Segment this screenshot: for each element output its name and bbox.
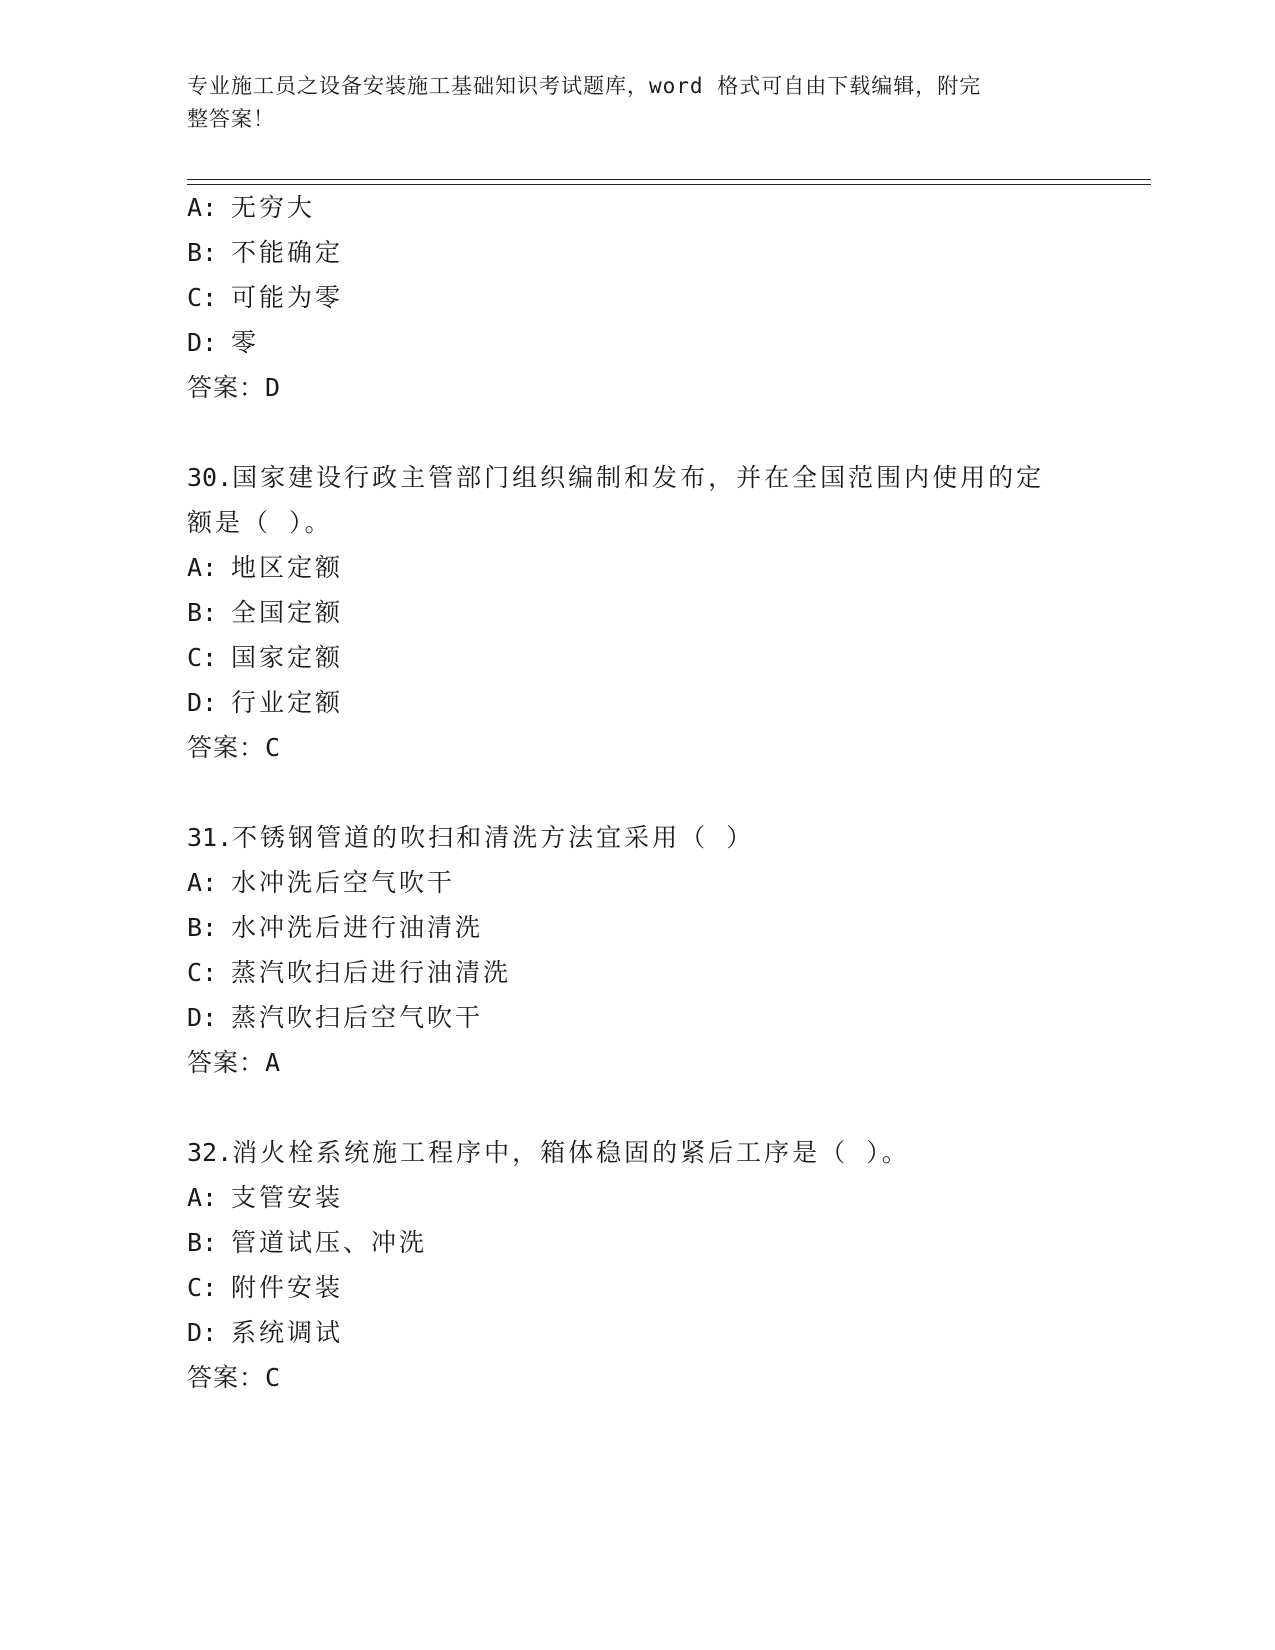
document-header bbox=[187, 70, 1087, 136]
question-text: 消火栓系统施工程序中，箱体稳固的紧后工序是（ ）。 bbox=[232, 1138, 910, 1167]
answer-label: 答案： bbox=[187, 1048, 266, 1077]
option-text: 管道试压、冲洗 bbox=[231, 1228, 428, 1257]
answer-label: 答案： bbox=[187, 733, 266, 762]
q30-option-c bbox=[187, 642, 343, 674]
question-30-text-1 bbox=[187, 462, 1044, 494]
option-text: 蒸汽吹扫后进行油清洗 bbox=[231, 958, 512, 987]
option-key: A: bbox=[187, 1183, 218, 1212]
question-number: 31. bbox=[187, 823, 233, 852]
option-text: 蒸汽吹扫后空气吹干 bbox=[231, 1003, 484, 1032]
q30-answer bbox=[187, 732, 281, 764]
header-divider-top bbox=[187, 179, 1151, 180]
answer-value: C bbox=[265, 1363, 282, 1392]
option-key: C: bbox=[187, 643, 218, 672]
q32-option-a bbox=[187, 1182, 343, 1214]
option-text: 水冲洗后空气吹干 bbox=[231, 868, 456, 897]
prev-option-c bbox=[187, 282, 343, 314]
answer-value: C bbox=[265, 733, 282, 762]
prev-option-a bbox=[187, 192, 315, 224]
option-text: 国家定额 bbox=[231, 643, 344, 672]
option-key: B: bbox=[187, 598, 218, 627]
option-key: D: bbox=[187, 1318, 218, 1347]
option-key: D: bbox=[187, 688, 218, 717]
q32-answer bbox=[187, 1362, 281, 1394]
prev-option-b bbox=[187, 237, 343, 269]
q32-option-d bbox=[187, 1317, 343, 1349]
option-key: C: bbox=[187, 1273, 218, 1302]
option-text: 支管安装 bbox=[231, 1183, 344, 1212]
header-line-1: 专业施工员之设备安装施工基础知识考试题库，word 格式可自由下载编辑，附完 bbox=[187, 74, 982, 98]
q30-option-d bbox=[187, 687, 343, 719]
option-key: C: bbox=[187, 958, 218, 987]
q32-option-c bbox=[187, 1272, 343, 1304]
option-key: A: bbox=[187, 868, 218, 897]
q32-option-b bbox=[187, 1227, 427, 1259]
question-number: 30. bbox=[187, 463, 233, 492]
answer-label: 答案： bbox=[187, 373, 266, 402]
option-text: 附件安装 bbox=[231, 1273, 344, 1302]
prev-option-d bbox=[187, 327, 259, 359]
option-text: 水冲洗后进行油清洗 bbox=[231, 913, 484, 942]
header-line-2: 整答案！ bbox=[187, 107, 275, 131]
option-text: 可能为零 bbox=[231, 283, 344, 312]
question-30-text-2: 额是（ ）。 bbox=[187, 508, 333, 537]
question-text: 不锈钢管道的吹扫和清洗方法宜采用（ ） bbox=[232, 823, 755, 852]
option-key: A: bbox=[187, 193, 218, 222]
q30-option-a bbox=[187, 552, 343, 584]
question-text: 国家建设行政主管部门组织编制和发布，并在全国范围内使用的定 bbox=[232, 463, 1045, 492]
option-key: C: bbox=[187, 283, 218, 312]
option-text: 行业定额 bbox=[231, 688, 344, 717]
option-text: 不能确定 bbox=[231, 238, 344, 267]
q30-option-b bbox=[187, 597, 343, 629]
option-key: B: bbox=[187, 1228, 218, 1257]
option-key: A: bbox=[187, 553, 218, 582]
option-key: D: bbox=[187, 1003, 218, 1032]
option-text: 零 bbox=[231, 328, 260, 357]
option-key: D: bbox=[187, 328, 218, 357]
question-32-text-1 bbox=[187, 1137, 910, 1169]
q31-option-c bbox=[187, 957, 511, 989]
q31-option-b bbox=[187, 912, 483, 944]
option-text: 全国定额 bbox=[231, 598, 344, 627]
answer-label: 答案： bbox=[187, 1363, 266, 1392]
q31-option-d bbox=[187, 1002, 483, 1034]
option-key: B: bbox=[187, 913, 218, 942]
answer-value: A bbox=[265, 1048, 282, 1077]
question-number: 32. bbox=[187, 1138, 233, 1167]
option-text: 地区定额 bbox=[231, 553, 344, 582]
answer-value: D bbox=[265, 373, 282, 402]
q31-answer bbox=[187, 1047, 281, 1079]
header-divider-bottom bbox=[187, 184, 1151, 185]
option-key: B: bbox=[187, 238, 218, 267]
option-text: 无穷大 bbox=[231, 193, 316, 222]
q31-option-a bbox=[187, 867, 455, 899]
prev-answer bbox=[187, 372, 281, 404]
question-31-text-1 bbox=[187, 822, 754, 854]
option-text: 系统调试 bbox=[231, 1318, 344, 1347]
